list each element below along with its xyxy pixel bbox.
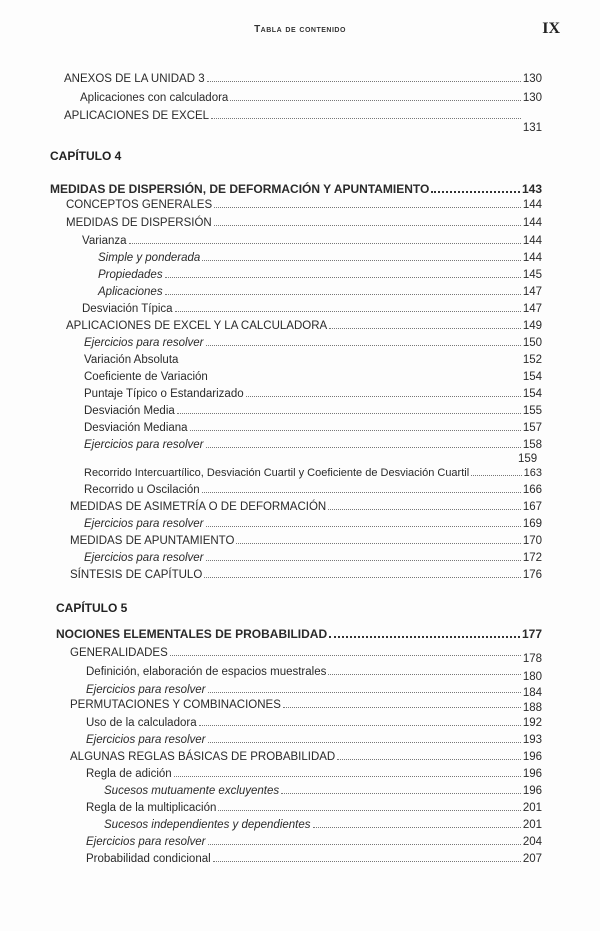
dot-leader (210, 379, 521, 380)
toc-entry-label: MEDIDAS DE DISPERSIÓN (66, 217, 212, 229)
toc-entry[interactable] (98, 269, 542, 281)
toc-entry-page: 201 (522, 819, 542, 831)
toc-entry-page: 154 (522, 388, 542, 400)
toc-entry-label: Simple y ponderada (98, 252, 201, 264)
toc-entry-label: PERMUTACIONES Y COMBINACIONES (70, 699, 281, 711)
page-number: IX (542, 20, 560, 37)
toc-entry-page: 196 (522, 768, 542, 780)
toc-entry-page: 147 (522, 303, 542, 315)
toc-entry-page: 172 (522, 552, 542, 564)
toc-entry-label: Ejercicios para resolver (84, 439, 204, 451)
dot-leader (208, 692, 521, 693)
dot-leader (329, 328, 521, 329)
toc-entry-label: Probabilidad condicional (86, 853, 211, 865)
toc-entry-label: Uso de la calculadora (86, 717, 197, 729)
toc-entry-page: 144 (522, 252, 542, 264)
dot-leader (129, 243, 521, 244)
dot-leader (202, 260, 521, 261)
toc-entry-page: 201 (522, 802, 542, 814)
dot-leader (208, 742, 521, 743)
toc-entry[interactable] (86, 734, 542, 746)
toc-entry-label: Aplicaciones (98, 286, 163, 298)
dot-leader (202, 492, 521, 493)
toc-entry-page: 188 (522, 702, 542, 714)
toc-entry[interactable] (86, 717, 542, 729)
toc-page-ref: 159 (518, 453, 538, 465)
toc-entry[interactable] (64, 73, 542, 85)
toc-entry[interactable] (84, 388, 542, 400)
chapter-title-page: 177 (521, 627, 542, 641)
toc-entry-label: Sucesos mutuamente excluyentes (104, 785, 280, 797)
toc-entry[interactable] (86, 802, 542, 814)
toc-entry-label: GENERALIDADES (70, 647, 168, 659)
dot-leader (471, 475, 521, 476)
toc-entry-page: 144 (522, 217, 542, 229)
dot-leader (218, 810, 520, 811)
dot-leader (206, 447, 521, 448)
toc-entry-page: 150 (522, 337, 542, 349)
chapter-title-entry[interactable] (50, 182, 542, 196)
dot-leader (328, 509, 521, 510)
dot-leader (175, 311, 521, 312)
toc-entry[interactable] (98, 252, 542, 264)
toc-entry-label: Ejercicios para resolver (86, 836, 206, 848)
toc-entry[interactable] (86, 768, 542, 780)
toc-entry-label: Ejercicios para resolver (84, 337, 204, 349)
toc-entry-label: Ejercicios para resolver (84, 518, 204, 530)
toc-entry[interactable] (70, 751, 542, 763)
toc-entry[interactable] (84, 337, 542, 349)
toc-entry-page: 131 (522, 122, 542, 134)
dot-leader (214, 207, 521, 208)
toc-entry[interactable] (98, 286, 542, 298)
dot-leader (214, 225, 521, 226)
dot-leader (206, 560, 521, 561)
toc-entry-page: 147 (522, 286, 542, 298)
dot-leader (431, 191, 520, 193)
toc-entry-label: CONCEPTOS GENERALES (66, 199, 213, 211)
toc-entry-page: 144 (522, 199, 542, 211)
toc-entry[interactable] (84, 467, 542, 479)
toc-entry-label: MEDIDAS DE APUNTAMIENTO (70, 535, 235, 547)
toc-entry-page: 158 (522, 439, 542, 451)
toc-entry-label: Ejercicios para resolver (84, 552, 204, 564)
toc-entry-page: 149 (522, 320, 542, 332)
dot-leader (328, 674, 520, 675)
toc-entry-page: 145 (522, 269, 542, 281)
toc-entry-page: 184 (522, 687, 542, 699)
toc-entry-label: Aplicaciones con calculadora (80, 92, 229, 104)
dot-leader (204, 577, 521, 578)
toc-entry[interactable] (86, 666, 542, 683)
toc-entry[interactable] (70, 569, 542, 581)
toc-entry-label: Ejercicios para resolver (86, 734, 206, 746)
toc-entry-page: 196 (522, 751, 542, 763)
dot-leader (211, 118, 521, 119)
dot-leader (230, 100, 521, 101)
chapter-heading: CAPÍTULO 4 (50, 149, 122, 163)
toc-entry-label: Desviación Media (84, 405, 175, 417)
toc-entry-label: Coeficiente de Variación (84, 371, 208, 383)
dot-leader (177, 413, 521, 414)
toc-entry[interactable] (104, 785, 542, 797)
toc-entry[interactable] (66, 320, 542, 332)
toc-entry-label: Variación Absoluta (84, 354, 179, 366)
dot-leader (337, 759, 521, 760)
toc-entry-label: Regla de la multiplicación (86, 802, 217, 814)
toc-entry-label: ALGUNAS REGLAS BÁSICAS DE PROBABILIDAD (70, 751, 336, 763)
toc-entry-page: 176 (522, 569, 542, 581)
toc-entry-label: APLICACIONES DE EXCEL Y LA CALCULADORA (66, 320, 328, 332)
toc-entry-label: Desviación Típica (82, 303, 173, 315)
toc-entry[interactable] (84, 518, 542, 530)
toc-entry-label: APLICACIONES DE EXCEL (64, 110, 210, 122)
toc-entry[interactable] (86, 836, 542, 848)
toc-entry-page: 152 (522, 354, 542, 366)
toc-entry-page: 130 (522, 92, 542, 104)
chapter-title: MEDIDAS DE DISPERSIÓN, DE DEFORMACIÓN Y APUNTAMIENTO (50, 182, 430, 196)
dot-leader (236, 543, 520, 544)
toc-entry-label: Varianza (82, 235, 127, 247)
toc-entry-label: Recorrido u Oscilación (84, 484, 200, 496)
toc-entry-page: 180 (522, 671, 542, 683)
running-head: Tabla de contenido (254, 24, 346, 35)
toc-entry-label: ANEXOS DE LA UNIDAD 3 (64, 73, 205, 85)
toc-entry[interactable] (82, 303, 542, 315)
dot-leader (208, 844, 521, 845)
dot-leader (165, 277, 521, 278)
dot-leader (165, 294, 521, 295)
toc-entry[interactable] (70, 501, 542, 513)
toc-entry-page: 144 (522, 235, 542, 247)
toc-entry[interactable] (70, 647, 542, 665)
toc-entry[interactable] (82, 235, 542, 247)
dot-leader (199, 725, 521, 726)
toc-entry-page: 207 (522, 853, 542, 865)
toc-entry[interactable] (64, 110, 542, 134)
toc-entry-label: Definición, elaboración de espacios muestrales (86, 666, 327, 678)
chapter-title: NOCIONES ELEMENTALES DE PROBABILIDAD (56, 627, 328, 641)
toc-entry-label: Desviación Mediana (84, 422, 188, 434)
toc-entry[interactable] (70, 699, 542, 714)
dot-leader (206, 345, 521, 346)
toc-entry-page: 170 (522, 535, 542, 547)
toc-entry[interactable] (84, 484, 542, 496)
toc-entry-page: 130 (522, 73, 542, 85)
toc-entry[interactable] (104, 819, 542, 831)
dot-leader (281, 793, 521, 794)
toc-entry-page: 157 (522, 422, 542, 434)
toc-entry[interactable] (84, 552, 542, 564)
toc-entry-page: 204 (522, 836, 542, 848)
chapter-title-entry[interactable] (56, 627, 542, 641)
toc-entry-label: MEDIDAS DE ASIMETRÍA O DE DEFORMACIÓN (70, 501, 327, 513)
dot-leader (180, 362, 520, 363)
toc-entry-label: Propiedades (98, 269, 163, 281)
toc-entry[interactable] (84, 422, 542, 434)
toc-entry[interactable] (84, 405, 542, 417)
dot-leader (246, 396, 521, 397)
chapter-heading: CAPÍTULO 5 (56, 601, 128, 615)
dot-leader (313, 827, 521, 828)
dot-leader (207, 81, 521, 82)
toc-entry[interactable] (86, 684, 542, 699)
dot-leader (283, 707, 521, 708)
toc-entry-page: 196 (522, 785, 542, 797)
toc-entry[interactable] (66, 217, 542, 229)
dot-leader (174, 776, 521, 777)
toc-entry-page: 192 (522, 717, 542, 729)
toc-entry-page: 167 (522, 501, 542, 513)
chapter-title-page: 143 (521, 182, 542, 196)
toc-entry-label: SÍNTESIS DE CAPÍTULO (70, 569, 203, 581)
toc-entry-label: Sucesos independientes y dependientes (104, 819, 311, 831)
toc-entry[interactable] (84, 439, 542, 451)
toc-entry-page: 163 (523, 467, 542, 479)
toc-entry-label: Recorrido Intercuartílico, Desviación Cuartil y Coeficiente de Desviación Cuartil (84, 467, 470, 479)
toc-entry-label: Puntaje Típico o Estandarizado (84, 388, 244, 400)
dot-leader (170, 655, 521, 656)
toc-entry-page: 154 (522, 371, 542, 383)
dot-leader (190, 430, 521, 431)
toc-entry-page: 178 (522, 653, 542, 665)
toc-entry-label: Ejercicios para resolver (86, 684, 206, 696)
toc-entry[interactable] (80, 92, 542, 104)
toc-entry[interactable] (66, 199, 542, 211)
toc-entry[interactable] (70, 535, 542, 547)
dot-leader (329, 636, 520, 638)
dot-leader (213, 861, 521, 862)
toc-entry-page: 169 (522, 518, 542, 530)
toc-entry[interactable] (84, 354, 542, 366)
dot-leader (206, 526, 521, 527)
toc-entry-page: 155 (522, 405, 542, 417)
toc-entry[interactable] (86, 853, 542, 865)
toc-entry-label: Regla de adición (86, 768, 172, 780)
toc-entry[interactable] (84, 371, 542, 383)
toc-entry-page: 166 (522, 484, 542, 496)
toc-entry-page: 193 (522, 734, 542, 746)
